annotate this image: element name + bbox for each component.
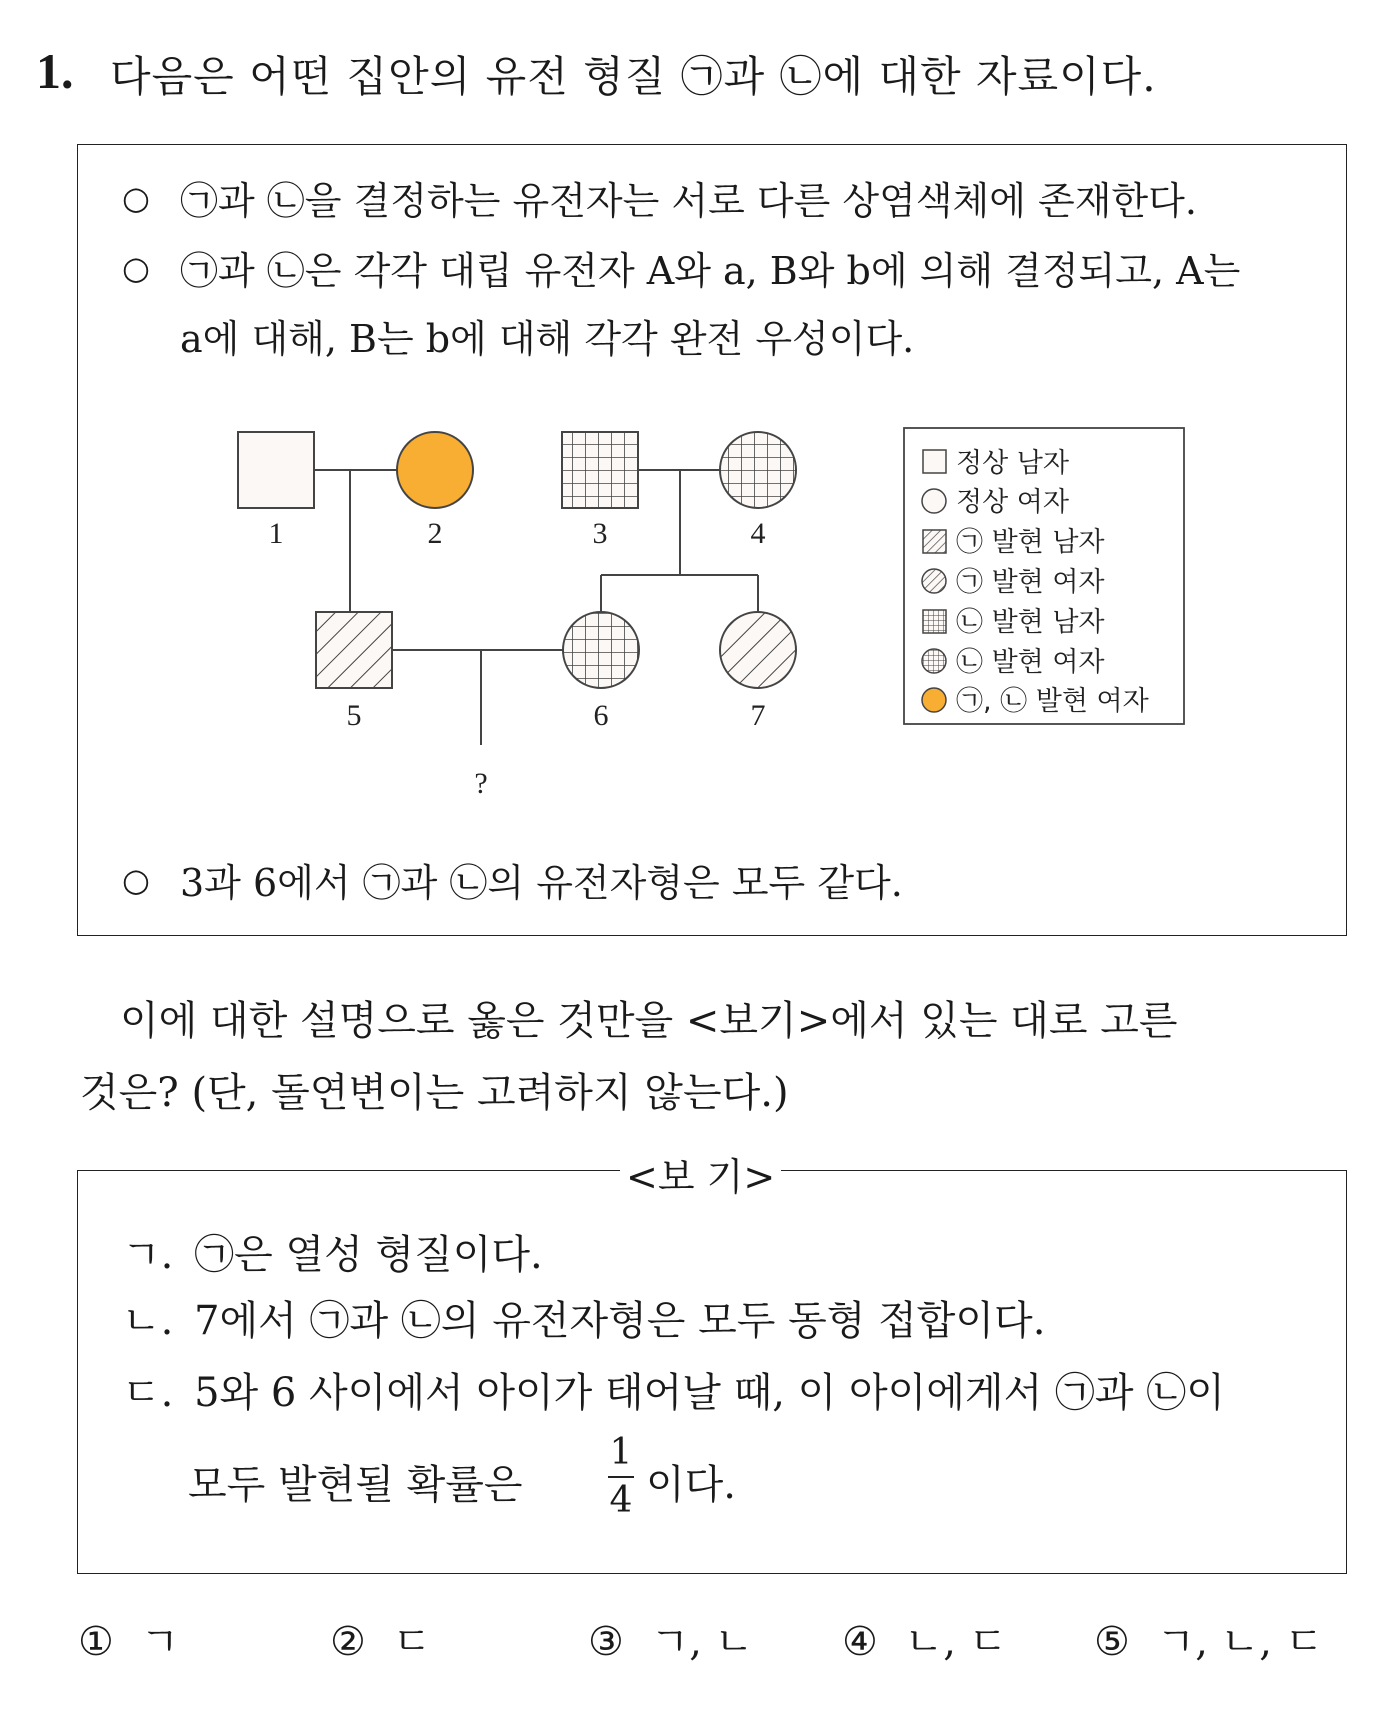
answer-number: ⑤ [1094, 1619, 1130, 1665]
answer-number: ① [78, 1619, 114, 1665]
bullet-mark: ○ [122, 861, 150, 899]
answer-text: ㄱ, ㄴ [650, 1619, 754, 1665]
answer-text: ㄷ [392, 1619, 432, 1665]
individual-label: 2 [427, 517, 443, 550]
bogi-item-3-suffix [646, 1453, 736, 1510]
legend-label: ㉠, ㉡ 발현 여자 [956, 686, 1149, 717]
bullet-mark: ○ [122, 249, 150, 287]
legend-label: ㉠ 발현 여자 [956, 567, 1105, 598]
bogi-item-text: 7에서 ㉠과 ㉡의 유전자형은 모두 동형 접합이다. [194, 1298, 1046, 1344]
pedigree-lines [292, 470, 758, 745]
legend-circle-grid [922, 649, 946, 673]
fraction-denominator: 4 [609, 1480, 633, 1521]
individual-5-trait1-male [316, 612, 392, 688]
pedigree-chart [78, 145, 1346, 935]
bogi-item-mark: ㄴ. [122, 1298, 174, 1344]
answer-number: ④ [842, 1619, 878, 1665]
legend-label: 정상 여자 [956, 487, 1069, 518]
fraction-numerator: 1 [609, 1432, 633, 1473]
bogi-item-text: 5와 6 사이에서 아이가 태어날 때, 이 아이에게서 ㉠과 ㉡이 [194, 1370, 1225, 1416]
individual-4-trait2-female [720, 432, 796, 508]
individual-label: 7 [750, 699, 766, 732]
legend-label: ㉠ 발현 남자 [956, 527, 1105, 558]
unknown-child-label: ? [474, 767, 488, 800]
bogi-title: <보 기> [620, 1146, 781, 1201]
bogi-item-3 [122, 1361, 1225, 1418]
answer-number: ② [330, 1619, 366, 1665]
bogi-item-text-end: 이다. [646, 1462, 736, 1508]
individual-label: 3 [592, 517, 608, 550]
answer-choice-1[interactable] [78, 1610, 179, 1667]
probability-fraction [608, 1433, 634, 1521]
answer-choice-4[interactable] [842, 1610, 1007, 1667]
bogi-item-text-cont: 모두 발현될 확률은 [188, 1462, 523, 1508]
bogi-item-text: ㉠은 열성 형질이다. [194, 1232, 543, 1278]
question-number: 1. [36, 43, 74, 99]
instruction-line-1: 이에 대한 설명으로 옳은 것만을 <보기>에서 있는 대로 고른 [120, 998, 1178, 1044]
answer-choice-5[interactable] [1094, 1610, 1323, 1667]
instruction-line-2: 것은? (단, 돌연변이는 고려하지 않는다.) [80, 1070, 789, 1116]
answer-number: ③ [588, 1619, 624, 1665]
individual-label: 5 [346, 699, 362, 732]
info-bullet-text: ㉠과 ㉡은 각각 대립 유전자 A와 a, B와 b에 의해 결정되고, A는 [180, 249, 1241, 293]
legend-square-plain [923, 450, 946, 473]
bullet-mark: ○ [122, 179, 150, 217]
bogi-box [77, 1170, 1347, 1574]
bogi-item-mark: ㄱ. [122, 1232, 174, 1278]
info-bullet-text: a에 대해, B는 b에 대해 각각 완전 우성이다. [180, 317, 915, 361]
answer-choice-2[interactable] [330, 1610, 431, 1667]
instruction-text [80, 985, 1360, 1129]
info-bullet-text: 3과 6에서 ㉠과 ㉡의 유전자형은 모두 같다. [180, 861, 903, 905]
legend-circle-plain [922, 489, 946, 513]
legend-square-hatch [923, 530, 946, 553]
legend-label: ㉡ 발현 남자 [956, 607, 1105, 638]
legend-circle-orange [922, 688, 946, 712]
bogi-item-mark: ㄷ. [122, 1370, 174, 1416]
fraction-bar [608, 1476, 634, 1478]
question-text: 다음은 어떤 집안의 유전 형질 ㉠과 ㉡에 대한 자료이다. [110, 52, 1157, 101]
legend-square-grid [923, 610, 946, 633]
individual-label: 6 [593, 699, 609, 732]
bogi-item-2 [122, 1289, 1045, 1346]
individual-3-trait2-male [562, 432, 638, 508]
answer-text: ㄴ, ㄷ [904, 1619, 1008, 1665]
legend-label: 정상 남자 [956, 448, 1069, 479]
individual-label: 4 [750, 517, 766, 550]
answer-text: ㄱ, ㄴ, ㄷ [1156, 1619, 1324, 1665]
individual-2-both-female [397, 432, 473, 508]
bogi-item-3-line2 [188, 1453, 523, 1510]
legend-circle-hatch [922, 569, 946, 593]
answer-choice-3[interactable] [588, 1610, 753, 1667]
individual-1-normal-male [238, 432, 314, 508]
bogi-item-1 [122, 1223, 543, 1280]
legend-label: ㉡ 발현 여자 [956, 647, 1105, 678]
individual-label: 1 [268, 517, 284, 550]
answer-text: ㄱ [140, 1619, 180, 1665]
info-bullet-text: ㉠과 ㉡을 결정하는 유전자는 서로 다른 상염색체에 존재한다. [180, 179, 1197, 223]
individual-7-trait1-female [720, 612, 796, 688]
info-box [77, 144, 1347, 936]
individual-6-trait2-female [563, 612, 639, 688]
